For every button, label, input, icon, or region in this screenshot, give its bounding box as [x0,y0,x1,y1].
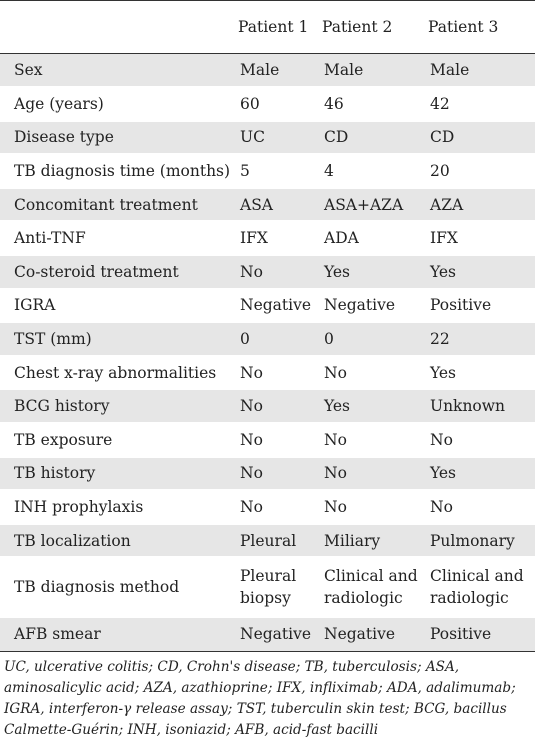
table-row [0,617,535,651]
value-cell-patient-3: Yes [422,457,535,491]
value-cell-patient-1: Male [232,54,316,88]
table-row [0,423,535,457]
value-cell-patient-3: No [422,423,535,457]
value-cell-patient-3: Yes [422,255,535,289]
value-cell-patient-2: CD [316,121,422,155]
table-row [0,389,535,423]
value-cell-patient-1: No [232,457,316,491]
row-label-cell: Anti-TNF [0,221,232,255]
value-cell-patient-2: 4 [316,154,422,188]
row-label-cell: BCG history [0,389,232,423]
row-label-cell: Disease type [0,121,232,155]
row-label-cell: Concomitant treatment [0,188,232,222]
value-cell-patient-1: 5 [232,154,316,188]
row-label-cell: Age (years) [0,87,232,121]
value-cell-patient-2: ADA [316,221,422,255]
value-cell-patient-2: No [316,490,422,524]
header-cell-patient-3: Patient 3 [422,1,535,54]
header-cell-patient-1: Patient 1 [232,1,316,54]
value-cell-patient-1: ASA [232,188,316,222]
row-label-cell: TB localization [0,524,232,558]
value-cell-patient-1: Negative [232,289,316,323]
row-label-cell: TB exposure [0,423,232,457]
value-cell-patient-2: Yes [316,255,422,289]
value-cell-patient-3: Unknown [422,389,535,423]
value-cell-patient-1: No [232,490,316,524]
row-label-cell: TST (mm) [0,322,232,356]
table-row [0,289,535,323]
table-row [0,524,535,558]
row-label-cell: Sex [0,54,232,88]
value-cell-patient-2: Male [316,54,422,88]
row-label-cell: TB history [0,457,232,491]
value-cell-patient-1: UC [232,121,316,155]
value-cell-patient-1: No [232,255,316,289]
row-label-cell: Co-steroid treatment [0,255,232,289]
value-cell-patient-1: Pleural [232,524,316,558]
value-cell-patient-3: Positive [422,289,535,323]
table-row [0,457,535,491]
value-cell-patient-1: Negative [232,617,316,651]
table-row [0,356,535,390]
value-cell-patient-3: 42 [422,87,535,121]
header-cell-blank [0,1,232,54]
table-row [0,255,535,289]
table-body [0,54,535,652]
row-label-cell: INH prophylaxis [0,490,232,524]
row-label-cell: TB diagnosis method [0,557,232,617]
table-row [0,121,535,155]
table-row [0,87,535,121]
value-cell-patient-2: Negative [316,617,422,651]
table-header [0,1,535,54]
value-cell-patient-2: Miliary [316,524,422,558]
value-cell-patient-3: Positive [422,617,535,651]
header-row [0,1,535,54]
value-cell-patient-2: 46 [316,87,422,121]
value-cell-patient-1: 0 [232,322,316,356]
value-cell-patient-3: Pulmonary [422,524,535,558]
value-cell-patient-3: Yes [422,356,535,390]
row-label-cell: AFB smear [0,617,232,651]
value-cell-patient-3: IFX [422,221,535,255]
value-cell-patient-3: AZA [422,188,535,222]
row-label-cell: TB diagnosis time (months) [0,154,232,188]
table-row [0,54,535,88]
value-cell-patient-2: Clinical and radiologic [316,557,422,617]
row-label-cell: IGRA [0,289,232,323]
table-row [0,188,535,222]
value-cell-patient-2: No [316,457,422,491]
table-row [0,557,535,617]
table-row [0,154,535,188]
table-row [0,322,535,356]
value-cell-patient-2: 0 [316,322,422,356]
value-cell-patient-2: Yes [316,389,422,423]
value-cell-patient-3: No [422,490,535,524]
header-cell-patient-2: Patient 2 [316,1,422,54]
value-cell-patient-2: Negative [316,289,422,323]
value-cell-patient-2: No [316,356,422,390]
value-cell-patient-3: 22 [422,322,535,356]
value-cell-patient-3: Male [422,54,535,88]
value-cell-patient-3: Clinical and radiologic [422,557,535,617]
table-footnote: UC, ulcerative colitis; CD, Crohn's disease; TB, tuberculosis; ASA, aminosalicylic acid; AZA, azathioprine; IFX, infliximab; ADA, adalimumab; IGRA, interferon-γ release assay; TST, tuberculin skin test; BCG, bacillus Calmette-Guérin; INH, isoniazid; AFB, acid-fast bacilli [4,658,516,738]
value-cell-patient-1: Pleural biopsy [232,557,316,617]
table-row [0,221,535,255]
value-cell-patient-2: ASA+AZA [316,188,422,222]
table-row [0,490,535,524]
value-cell-patient-1: IFX [232,221,316,255]
value-cell-patient-1: No [232,423,316,457]
value-cell-patient-1: No [232,389,316,423]
row-label-cell: Chest x-ray abnormalities [0,356,232,390]
value-cell-patient-1: 60 [232,87,316,121]
value-cell-patient-1: No [232,356,316,390]
value-cell-patient-2: No [316,423,422,457]
value-cell-patient-3: CD [422,121,535,155]
value-cell-patient-3: 20 [422,154,535,188]
